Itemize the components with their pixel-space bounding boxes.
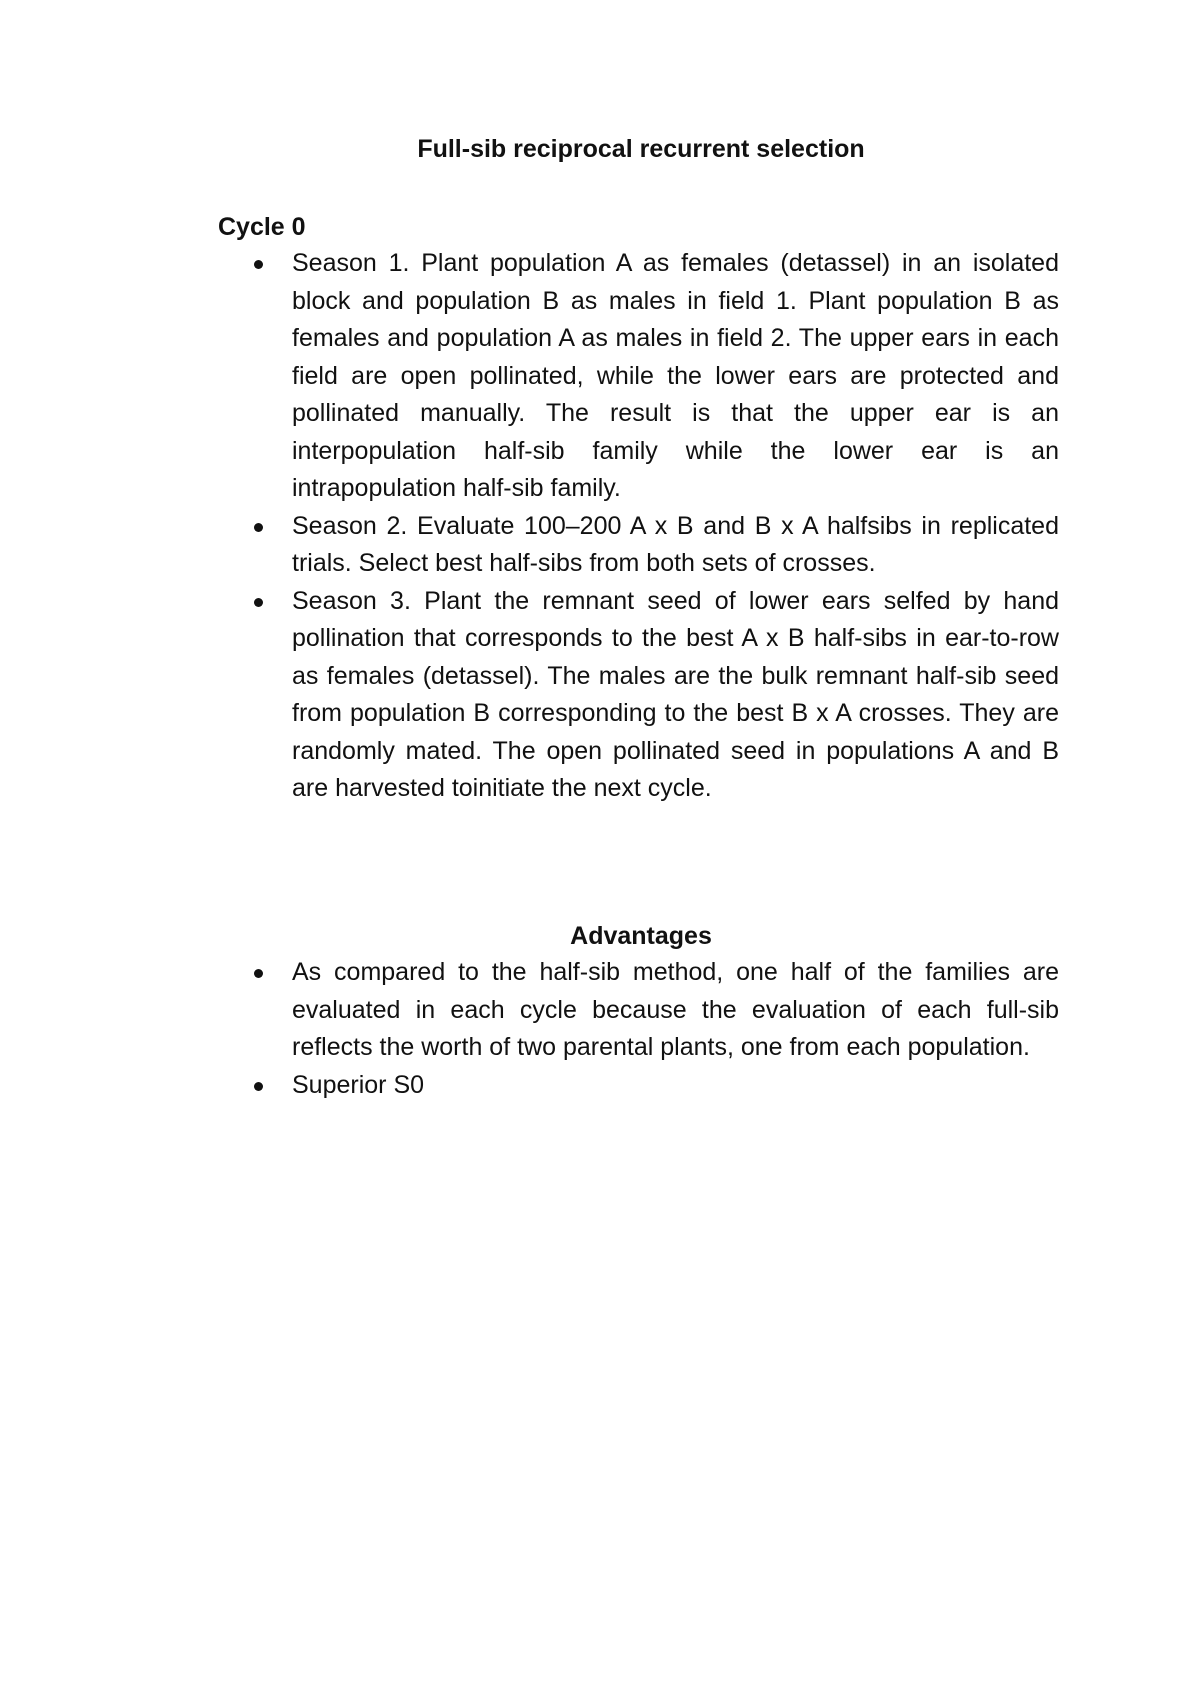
list-item (244, 583, 1059, 808)
list-item-text: Season 2. Evaluate 100–200 A x B and B x A halfsibs in replicated trials. Select best half-sibs from both sets of crosses. (292, 511, 1059, 577)
bullet-icon (254, 523, 263, 532)
list-item (244, 245, 1059, 508)
advantages-heading: Advantages (570, 922, 712, 950)
list-item-text: Season 3. Plant the remnant seed of lower ears selfed by hand pollination that corresponds to the best A x B half-sibs in ear-to-row as females (detassel). The males are the bulk remnant half-sib seed from population B corresponding to the best B x A crosses. They are randomly mated. The open pollinated seed in populations A and B are harvested toinitiate the next cycle. (292, 586, 1059, 802)
cycle-bullet-list (244, 245, 1059, 808)
cycle-heading: Cycle 0 (218, 213, 306, 241)
bullet-icon (254, 969, 263, 978)
list-item-text: As compared to the half-sib method, one half of the families are evaluated in each cycle because the evaluation of each full-sib reflects the worth of two parental plants, one from each population. (292, 958, 1059, 1061)
bullet-icon (254, 260, 263, 269)
list-item-text: Superior S0 (292, 1070, 425, 1099)
bullet-icon (254, 598, 263, 607)
document-title: Full-sib reciprocal recurrent selection (417, 135, 865, 163)
list-item (244, 1067, 1059, 1105)
bullet-icon (254, 1082, 263, 1091)
list-item-text: Season 1. Plant population A as females (detassel) in an isolated block and population B as males in field 1. Plant population B as females and population A as males in field 2. The upper ears in each field are open pollinated, while the lower ears are protected and pollinated manually. The result is that the upper ear is an interpopulation half-sib family while the lower ear is an intrapopulation half-sib family. (292, 249, 1059, 502)
list-item (244, 954, 1059, 1067)
list-item (244, 508, 1059, 583)
advantages-bullet-list (244, 954, 1059, 1104)
